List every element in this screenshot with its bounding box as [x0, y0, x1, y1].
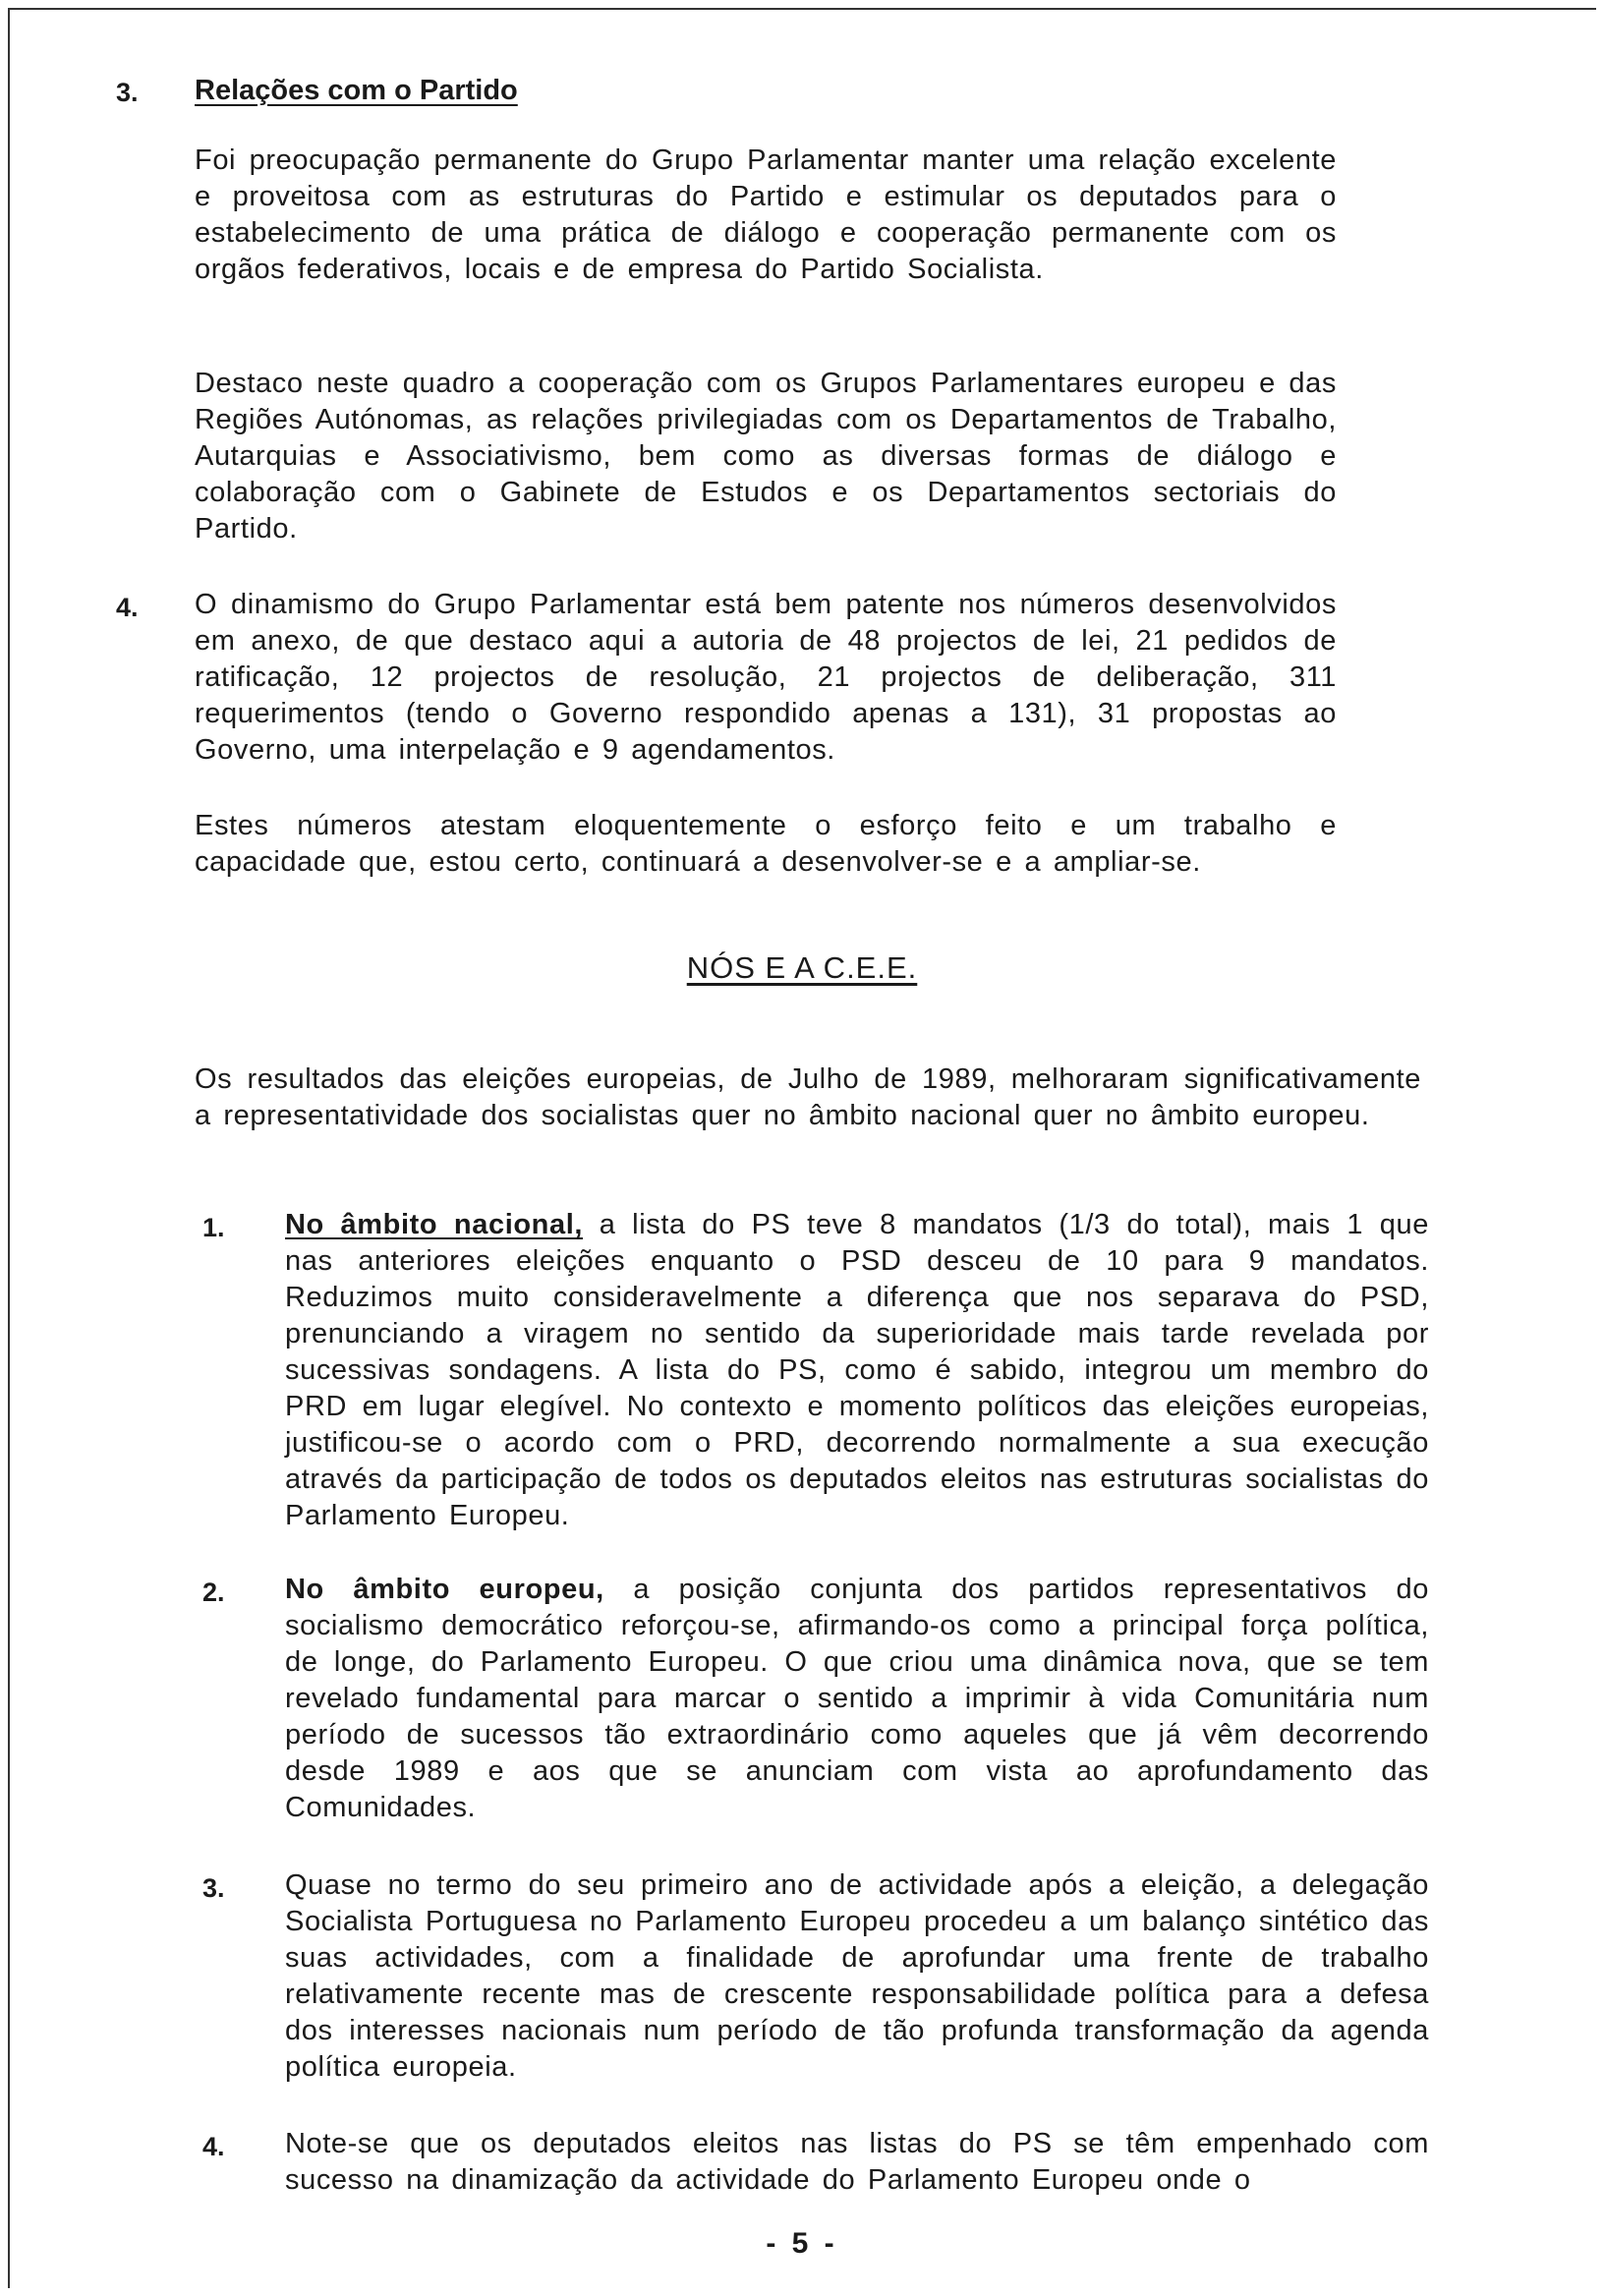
cee-item-4-number: 4. [202, 2132, 225, 2161]
cee-item-1 [285, 1207, 1429, 1534]
section-4-paragraph-1 [195, 587, 1337, 769]
cee-item-2 [285, 1572, 1429, 1826]
page-number: - 5 - [766, 2227, 838, 2260]
cee-heading: NÓS E A C.E.E. [686, 950, 918, 985]
cee-item-2-number: 2. [202, 1578, 225, 1607]
section-3-paragraph-2-text: Destaco neste quadro a cooperação com os Grupos Parlamentares europeu e das Regiões Autónomas, as relações privilegiadas com os Departamentos de Trabalho, Autarquias e Associativismo, bem como as diversas formas de diálogo e colaboração com o Gabinete de Estudos e os Departamentos sectoriais do Partido. [195, 368, 1337, 545]
cee-item-2-lead: No âmbito europeu, [285, 1574, 604, 1605]
section-3-paragraph-1-text: Foi preocupação permanente do Grupo Parlamentar manter uma relação excelente e proveitosa com as estruturas do Partido e estimular os deputados para o estabelecimento de uma prática de diálogo e cooperação permanente com os orgãos federativos, locais e de empresa do Partido Socialista. [195, 144, 1337, 285]
cee-item-4-text: Note-se que os deputados eleitos nas listas do PS se têm empenhado com sucesso na dinamização da actividade do Parlamento Europeu onde o [285, 2128, 1429, 2196]
section-4-number: 4. [116, 593, 139, 622]
cee-item-3-number: 3. [202, 1873, 225, 1903]
section-3-paragraph-2 [195, 366, 1337, 547]
cee-item-1-body: a lista do PS teve 8 mandatos (1/3 do total), mais 1 que nas anteriores eleições enquanto o PSD desceu de 10 para 9 mandatos. Reduzimos muito consideravelmente a diferença que nos separava do PSD, prenunciando a viragem no sentido da superioridade mais tarde revelada por sucessivas sondagens. A lista do PS, como é sabido, integrou um membro do PRD em lugar elegível. No contexto e momento políticos das eleições europeias, justificou-se o acordo com o PRD, decorrendo normalmente a sua execução através da participação de todos os deputados eleitos nas estruturas socialistas do Parlamento Europeu. [285, 1209, 1429, 1531]
cee-item-2-body: a posição conjunta dos partidos representativos do socialismo democrático reforçou-se, afirmando-os como a principal força política, de longe, do Parlamento Europeu. O que criou uma dinâmica nova, que se tem revelado fundamental para marcar o sentido a imprimir à vida Comunitária num período de sucessos tão extraordinário como aqueles que já vêm decorrendo desde 1989 e aos que se anunciam com vista ao aprofundamento das Comunidades. [285, 1574, 1429, 1823]
section-3-paragraph-1 [195, 143, 1337, 288]
cee-item-3-text: Quase no termo do seu primeiro ano de actividade após a eleição, a delegação Socialista Portuguesa no Parlamento Europeu procedeu a um balanço sintético das suas actividades, com a finalidade de aprofundar uma frente de trabalho relativamente recente mas de crescente responsabilidade política para a defesa dos interesses nacionais num período de tão profunda transformação da agenda política europeia. [285, 1869, 1429, 2083]
cee-item-1-text [285, 1207, 1429, 1534]
section-3-heading: Relações com o Partido [195, 75, 518, 106]
section-3-number: 3. [116, 78, 139, 107]
section-4-paragraph-2-text: Estes números atestam eloquentemente o esforço feito e um trabalho e capacidade que, estou certo, continuará a desenvolver-se e a ampliar-se. [195, 810, 1337, 878]
cee-item-2-text [285, 1572, 1429, 1826]
section-4-paragraph-1-text: O dinamismo do Grupo Parlamentar está bem patente nos números desenvolvidos em anexo, de que destaco aqui a autoria de 48 projectos de lei, 21 pedidos de ratificação, 12 projectos de resolução, 21 projectos de deliberação, 311 requerimentos (tendo o Governo respondido apenas a 131), 31 propostas ao Governo, uma interpelação e 9 agendamentos. [195, 589, 1337, 766]
cee-item-1-lead: No âmbito nacional, [285, 1209, 584, 1240]
cee-intro-text: Os resultados das eleições europeias, de Julho de 1989, melhoraram significativamente a representatividade dos socialistas quer no âmbito nacional quer no âmbito europeu. [195, 1063, 1421, 1131]
cee-intro [195, 1062, 1421, 1134]
cee-item-1-number: 1. [202, 1213, 225, 1242]
cee-item-4 [285, 2126, 1429, 2199]
cee-item-3 [285, 1867, 1429, 2086]
section-4-paragraph-2 [195, 808, 1337, 881]
